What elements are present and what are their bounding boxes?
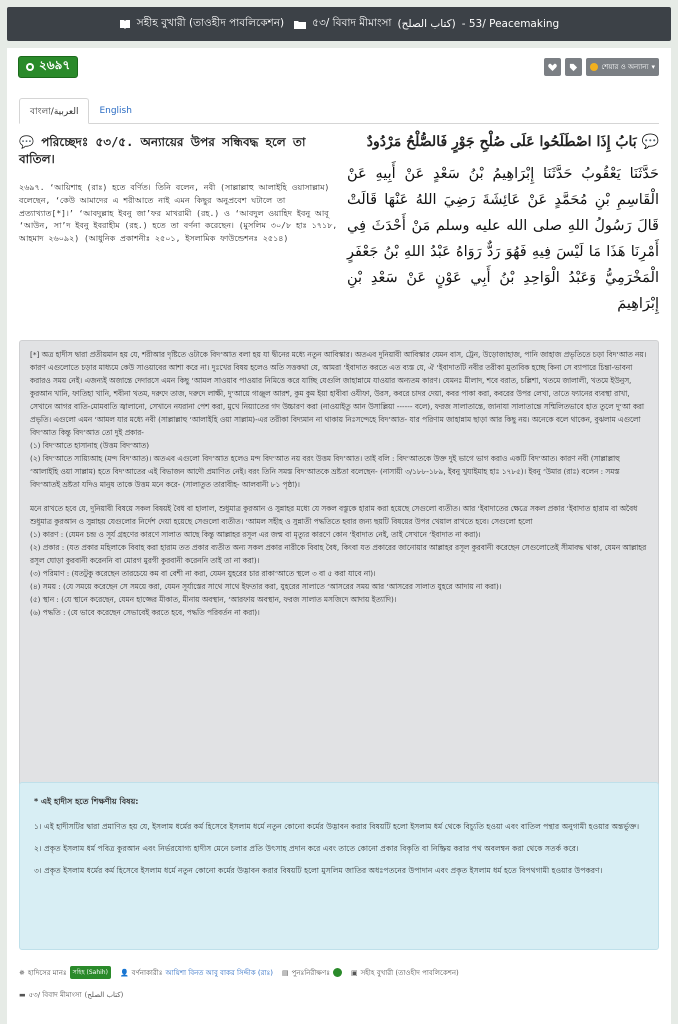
note-spacer [30, 492, 648, 503]
hadith-number-badge[interactable] [18, 56, 78, 78]
note-paragraph: (২) প্রকার : (যত প্রকার মহিলাকে বিবাহ করা হারাম তত প্রকার ব্যতীত অন্য সকল প্রকার নারীকে বিবাহ বৈধ, কিংবা যত প্রকারের জানোয়ার আল্লাহর রসূল কুরবানী করেছেন সেগুলোতেই সীমাবদ্ধ থাকা, যেমন আল্লাহর রসূল ঘোড়া কুরবানী করেননি বা মোরগ মুরগী কুরবানী করেননি তাই তা না করা)। [30, 542, 647, 565]
hadith-number: ২৬৯৭ [39, 58, 71, 72]
note-paragraph: (৬) পদ্ধতি : (যে ভাবে করেছেন সেভাবেই করতে হবে, পদ্ধতি পরিবর্তন না করা)। [30, 607, 260, 617]
narrator-link[interactable]: আয়িশা বিনত আবু বাকর সিদ্দীক (রাঃ) [165, 968, 273, 977]
chapter-info [19, 989, 659, 1001]
grade-badge[interactable]: সহিহ (Sahih) [70, 966, 111, 979]
book-icon [119, 19, 131, 30]
chapter-heading [19, 134, 339, 169]
chapter-link[interactable]: ৫৩/ বিবাদ মীমাংসা [28, 991, 82, 999]
book-info [351, 967, 459, 979]
caret-down-icon: ▾ [651, 63, 655, 71]
share-label: শেয়ার ও অন্যান্য [601, 63, 649, 71]
footnote-box [19, 340, 659, 820]
lesson-item: ২। প্রকৃত ইসলাম ধর্ম পবিত্র কুরআন এবং নির্ভরযোগ্য হাদীস মেনে চলার প্রতি উৎসাহ প্রদান করে এবং তাতে কোনো প্রকার বিকৃতি বা নিষ্ক্রিয় করার পথ অবলম্বন করা থেকে সতর্ক করে। [34, 843, 579, 853]
folder-icon: ▬ [19, 991, 26, 999]
review-info [282, 967, 342, 979]
note-paragraph: (১) কারণ : (যেমন চন্দ্র ও সূর্য গ্রহণের কারণে সালাত আছে কিন্তু আল্লাহর রসূল এর জন্ম বা মৃত্যুর কারণে কোন ‘ইবাদাত নেই, তাই সেখানে ‘ইবাদাত না করা)। [30, 529, 481, 539]
heart-icon [548, 63, 557, 71]
note-paragraph: (৪) সময় : (যে সময়ে করেছেন সে সময়ে করা, যেমন সূর্যাস্তের সাথে সাথে ইফতার করা, যুহরের সালাতে ‘আসরের সময় আর ‘আসরের সালাত যুহরে আদায় না করা)। [30, 581, 502, 591]
grade-info [19, 966, 111, 979]
language-tabs [19, 98, 659, 124]
lesson-item: ১। এই হাদীসটির দ্বারা প্রমাণিত হয় যে, ইসলাম ধর্মের কর্ম হিসেবে ইসলাম ধর্মে নতুন কোনো কর্মের উদ্ভাবন করার বিষয়টি হলো ইসলাম ধর্ম থেকে বিচ্যুতি হওয়া এবং বাতিল পন্থার অনুগামী হওয়ার অন্তর্ভুক্ত। [34, 821, 640, 831]
note-paragraph: (৫) স্থান : (যে স্থানে করেছেন, যেমন হাজ্জের মীকাত, মীনায় অবস্থান, ‘আরফায় অবস্থান, ফরজ সালাত মসজিদে আদায় ইত্যাদি)। [30, 594, 397, 604]
narrator-info [120, 967, 273, 979]
comment-icon: 💬 [19, 135, 34, 149]
lessons-heading: * এই হাদীস হতে শিক্ষণীয় বিষয়: [34, 797, 139, 806]
top-breadcrumb-bar [7, 7, 671, 41]
note-paragraph: [*] অত্র হাদীস দ্বারা প্রতীয়মান হয় যে, শরীআর দৃষ্টিতে ওটাকে বিদ‘আত বলা হয় যা দ্বীনের মধ্যে নতুন আবিস্কার। অতএব দুনিয়াবী আবিস্কার যেমন বাস, ট্রেন, উড়োজাহাজ, পানি জাহাজ প্রভৃতিতে চড়া বিদ‘আত নয়। কারণ এগুলোতে চড়ার মাধ্যমে কেউ সাওয়াবের আশা করে না। দুঃখের বিষয় হলেও অতি সত্তকথা যে, আমরা ‘ইবাদাত করতে এত ব্যস্ত যে, ঐ ‘ইবাদাতটি নবীর তরীকা মুতাবিক হচ্ছে কিনা সে ব্যাপারে চিন্তা-ভাবনা করারও সময় নেই। এজন্যই অজান্তে দেদারসে এমন কিছু ‘আমল সাওয়াব পাওয়ার নিমিত্তে করে যাচ্ছি যেগুলি জাহান্নামে যাওয়ার অন্যতম কারণ। যেমনঃ মীলাদ, শবে বরাত, চল্লিশা, খতমে জালালী, খতমে ইউনুস, কুরআন খানি, ফাতিহা খানি, শবীনা খতম, দরুদে তাজ, দরুদে লাক্ষী, দু‘আয়ে গাঞ্জুল আরশ, কুম কুম ইয়া হাবীবা ওযীফা, উরস, কবরে চাদর দেয়া, কবর পাকা করা, কবরের উপর লেখা, তাতে ফ্যানের ব্যবস্থা রাখা, সেখানে আগর বাতি-মোমবাতি জ্বালানো, সেখানে নযরানা পেশ করা, মুখে নিয়্যাতের গদ উচ্চারণ করা (নাওয়াইতু আন উসাল্লিয়া ------ বলে), ফরজ সালাতান্তে, জানাযা সালাতান্তে সম্মিলিতভাবে হাত তুলে দু‘আ করা প্রভৃতি। এগুলো এমন ‘আমল যার মধ্যে নবী (সাল্লাল্লাহু ‘আলাইহি ওয়া সাল্লাম)-এর তরীকা বিদ্যমান না থাকায় নিঃসন্দেহে বিদ‘আত- যার পরিণাম জাহান্নাম ছাড়া আর কিছু নয়। অনেকে বলে থাকেন, বুঝলাম এগুলো বিদ‘আত কিন্তু বিদ‘আত তো দুই প্রকার- [30, 350, 647, 437]
breadcrumb-chapter-arabic: (كتاب الصلح) [397, 18, 456, 30]
note-paragraph: মনে রাখতে হবে যে, দুনিয়াবী বিষয়ে সকল বিষয়ই বৈধ বা হালাল, শুধুমাত্র কুরআন ও সুন্নাহর মধ্যে যে সকল বস্তুকে হারাম করা হয়েছে সেগুলো ব্যতীত। আর ‘ইবাদাতের ক্ষেত্রে সকল প্রকার ‘ইবাদাত হারাম বা অবৈধ শুধুমাত্র কুরআন ও সুন্নাহয় যেগুলোর নির্দেশ দেয়া হয়েছে সেগুলো ব্যতীত। ‘আমল সহীহ ও সুন্নাতী পদ্ধতিতে হবার জন্য ছয়টি বিষয়ের উপর খেয়াল রাখতে হবে। সেগুলো হলো [30, 503, 638, 526]
toolbar [544, 58, 659, 76]
arabic-hadith-text: حَدَّثَنَا يَعْقُوبُ حَدَّثَنَا إِبْرَاهِيمُ بْنُ سَعْدٍ عَنْ أَبِيهِ عَنْ الْقَاسِمِ بْنِ مُحَمَّدٍ عَنْ عَائِشَةَ رَضِيَ اللهُ عَنْهَا قَالَتْ قَالَ رَسُولُ اللهِ صلى الله عليه وسلم مَنْ أَحْدَثَ فِي أَمْرِنَا هَذَا مَا لَيْسَ فِيهِ فَهُوَ رَدٌّ رَوَاهُ عَبْدُ اللهِ بْنُ جَعْفَرٍ الْمَخْرَمِيُّ وَعَبْدُ الْوَاحِدِ بْنُ أَبِي عَوْنٍ عَنْ سَعْدِ بْنِ إِبْرَاهِيمَ [347, 166, 659, 313]
grade-icon: ✵ [19, 968, 25, 977]
note-paragraph: (২) বিদ‘আতে সায়্যিআহ (মন্দ বিদ‘আত)। অতএব এগুলো বিদ‘আত হলেও মন্দ বিদ‘আত নয় বরং উত্তম বিদ‘আত। তাই বলি : বিদ‘আতকে উক্ত দুই ভাগে ভাগ করাও একটি বিদ‘আত। কারণ নবী (সাল্লাল্লাহু ‘আলাইহি ওয়া সাল্লাম) হতে বিদ‘আতের এই বিভাজন আদৌ প্রমাণিত নেই। বরং তিনি সমস্ত বিদ‘আতকে ভ্রষ্টতা বলেছেন- (নাসায়ী ৩/১৮৮-১৮৯, ইবনু খুযাইমাহ হাঃ ১৭৮৫)। ইবনু ‘উমার (রাঃ) বলেন : সমস্ত বিদ‘আতই ভ্রষ্টতা যদিও মানুষ তাকে উত্তম মনে করে- (সালাতুত তারাবীহ- আলবানী ৮১ পৃষ্ঠা)। [30, 453, 620, 489]
tag-button[interactable] [565, 58, 582, 76]
hadith-card [7, 48, 671, 1024]
arabic-chapter-heading [347, 134, 659, 150]
book-icon: ▣ [350, 968, 358, 977]
comment-icon: 💬 [641, 134, 659, 150]
favorite-button[interactable] [544, 58, 561, 76]
breadcrumb-book-link[interactable]: সহীহ বুখারী (তাওহীদ পাবলিকেশন) [136, 16, 285, 29]
share-dropdown-button[interactable] [586, 58, 659, 76]
tab-bangla-arabic[interactable]: বাংলা/العربية [19, 98, 89, 124]
star-badge-icon [24, 61, 36, 73]
lessons-box [19, 782, 659, 950]
arabic-heading-text: بَابُ إِذَا اصْطَلَحُوا عَلَى صُلْحِ جَوْرٍ فَالصُّلْحُ مَرْدُودٌ [366, 134, 637, 150]
book-link[interactable]: সহীহ বুখারী (তাওহীদ পাবলিকেশন) [360, 968, 459, 977]
tab-english[interactable]: English [99, 106, 132, 116]
check-icon [333, 968, 342, 977]
narrator-label: বর্ণনাকারীঃ [131, 968, 163, 977]
document-icon: ▤ [281, 968, 289, 977]
chapter-title: পরিচ্ছেদঃ ৫৩/৫. অন্যায়ের উপর সন্ধিবদ্ধ হলে তা বাতিল। [19, 135, 306, 167]
tag-icon [569, 63, 578, 72]
lesson-item: ৩। প্রকৃত ইসলাম ধর্মের কর্ম হিসেবে ইসলাম ধর্মে নতুন কোনো কর্মের উদ্ভাবন করার বিষয়টি হলো মুসলিম জাতির অধঃপতনের উপাদান এবং প্রকৃত ইসলাম ধর্ম হতে বিপথগামী হওয়ার উপকরণ। [34, 865, 603, 875]
grade-label: হাদিসের মানঃ [27, 968, 67, 977]
hadith-meta [19, 966, 659, 1001]
review-label: পুনঃনিরীক্ষণঃ [291, 968, 330, 977]
info-icon [590, 63, 598, 71]
chapter-arabic: (كتاب الصلح) [84, 991, 124, 999]
note-paragraph: (১) বিদ‘আতে হাসানাহ (উত্তম বিদ‘আত) [30, 440, 150, 450]
note-paragraph: (৩) পরিমাণ : (যতটুকু করেছেন তারচেয়ে কম বা বেশী না করা, যেমন যুহরের চার রাকা‘আতে স্থলে ৩ বা ৫ করা যাবে না)। [30, 568, 376, 578]
bangla-hadith-text: ২৬৯৭. ‘আয়িশাহ (রাঃ) হতে বর্ণিত। তিনি বলেন, নবী (সাল্লাল্লাহু আলাইহি ওয়াসাল্লাম) বলেছেন, ‘কেউ আমাদের এ শরীআতে নাই এমন কিছুর অনুপ্রবেশ ঘটালে তা প্রত্যাখ্যাত[*]।’ ‘আবদুল্লাহ ইবনু জা’ফর মাখরামী (রহ.) ও ‘আবদুল ওয়াহিদ ইবনু আবূ ‘আউন, সা’দ ইবনু ইবরাহীম (রহ.) হতে তা বর্ণনা করেছেন। (মুসলিম ৩০/৮ হাঃ ১৭১৮, আহমাদ ২৬০৯২) (আধুনিক প্রকাশনীঃ ২৫০১, ইসলামিক ফাউন্ডেশনঃ ২৫১৪) [19, 183, 338, 244]
breadcrumb-chapter-link[interactable]: ৫৩/ বিবাদ মীমাংসা [312, 16, 392, 29]
folder-icon [294, 19, 306, 30]
user-icon: 👤 [119, 968, 129, 977]
breadcrumb-chapter-english: - 53/ Peacemaking [461, 18, 560, 30]
